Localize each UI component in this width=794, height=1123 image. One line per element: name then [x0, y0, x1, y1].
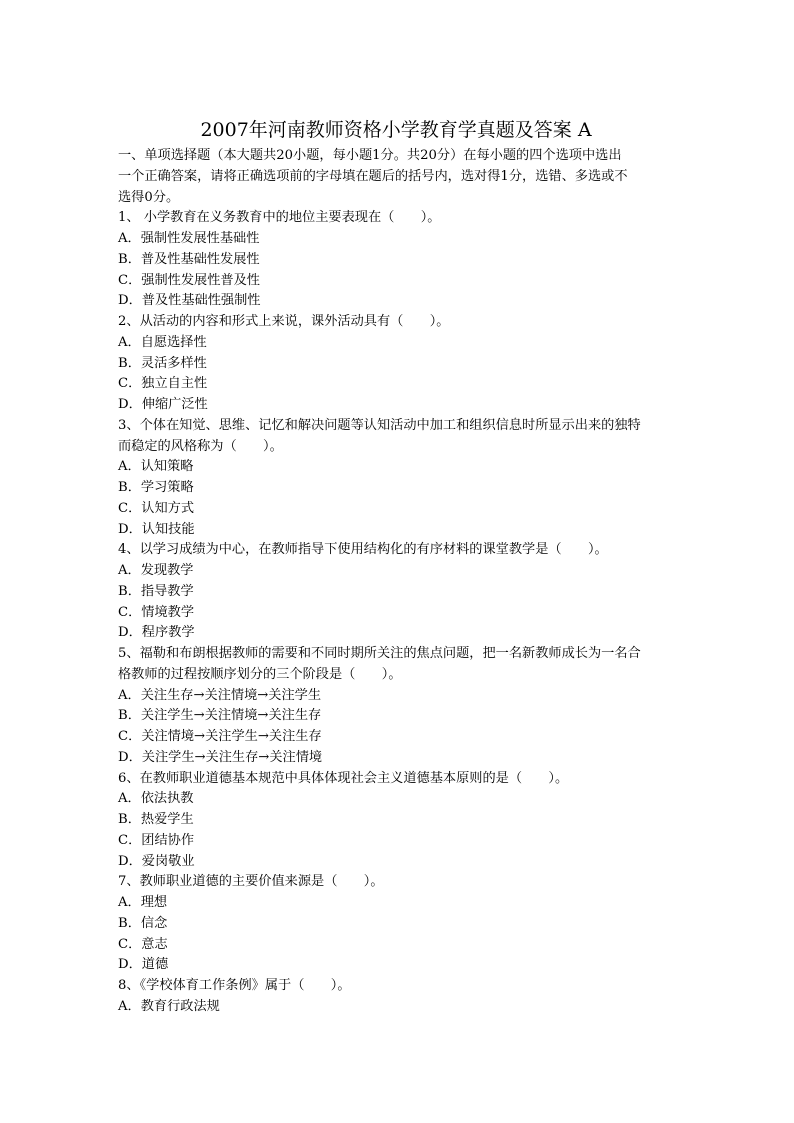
document-body	[118, 146, 678, 1018]
question-option: D．爱岗敬业	[118, 853, 195, 869]
question-stem: 5、福勒和布朗根据教师的需要和不同时期所关注的焦点问题，把一名新教师成长为一名合	[118, 646, 641, 661]
question-option: D．普及性基础性强制性	[118, 293, 261, 309]
question-option: D．关注学生→关注生存→关注情境	[118, 749, 323, 765]
question-option: D．认知技能	[118, 521, 195, 537]
question-option: A．依法执教	[118, 791, 194, 807]
question-stem: 1、 小学教育在义务教育中的地位主要表现在（ ）。	[118, 210, 441, 226]
question-option: A．认知策略	[118, 459, 194, 475]
question-option: C．团结协作	[118, 832, 195, 848]
question-option: D．程序教学	[118, 625, 195, 641]
question-option: A．自愿选择性	[118, 334, 207, 350]
question-option: C．情境教学	[118, 604, 195, 620]
question-option: D．道德	[118, 957, 169, 973]
question-stem: 3、个体在知觉、思维、记忆和解决问题等认知活动中加工和组织信息时所显示出来的独特	[118, 417, 641, 433]
question-option: C．意志	[118, 936, 168, 952]
intro-line: 一个正确答案，请将正确选项前的字母填在题后的括号内，选对得1分，选错、多选或不	[118, 168, 628, 184]
intro-line: 选得0分。	[118, 189, 180, 205]
question-option: B．热爱学生	[118, 812, 194, 827]
document-title: 2007年河南教师资格小学教育学真题及答案 A	[200, 119, 592, 141]
question-option: A．关注生存→关注情境→关注学生	[118, 687, 322, 703]
question-option: B．指导教学	[118, 583, 194, 599]
question-option: D．伸缩广泛性	[118, 397, 208, 412]
question-stem: 2、从活动的内容和形式上来说，课外活动具有（ ）。	[118, 314, 450, 329]
question-option: B．普及性基础性发展性	[118, 251, 260, 267]
question-stem: 7、教师职业道德的主要价值来源是（ ）。	[118, 874, 384, 890]
question-option: A．理想	[118, 895, 168, 910]
question-option: C．强制性发展性普及性	[118, 272, 260, 288]
question-stem: 6、在教师职业道德基本规范中具体体现社会主义道德基本原则的是（ ）。	[118, 770, 569, 786]
intro-line: 一、单项选择题（本大题共20小题，每小题1分。共20分）在每小题的四个选项中选出	[118, 148, 622, 163]
question-stem: 格教师的过程按顺序划分的三个阶段是（ ）。	[118, 666, 402, 682]
question-option: C．独立自主性	[118, 376, 208, 392]
question-stem: 4、以学习成绩为中心，在教师指导下使用结构化的有序材料的课堂教学是（ ）。	[118, 542, 608, 558]
question-option: C．关注情境→关注学生→关注生存	[118, 729, 322, 744]
question-option: B．信念	[118, 915, 168, 931]
question-option: B．学习策略	[118, 480, 194, 495]
question-option: C．认知方式	[118, 500, 195, 516]
question-option: A．发现教学	[118, 563, 194, 578]
question-stem: 8、《学校体育工作条例》属于（ ）。	[118, 978, 351, 993]
question-option: A．教育行政法规	[118, 998, 220, 1014]
question-option: A．强制性发展性基础性	[118, 231, 260, 246]
question-stem: 而稳定的风格称为（ ）。	[118, 438, 283, 454]
question-option: B．关注学生→关注情境→关注生存	[118, 708, 322, 724]
question-option: B．灵活多样性	[118, 355, 207, 371]
